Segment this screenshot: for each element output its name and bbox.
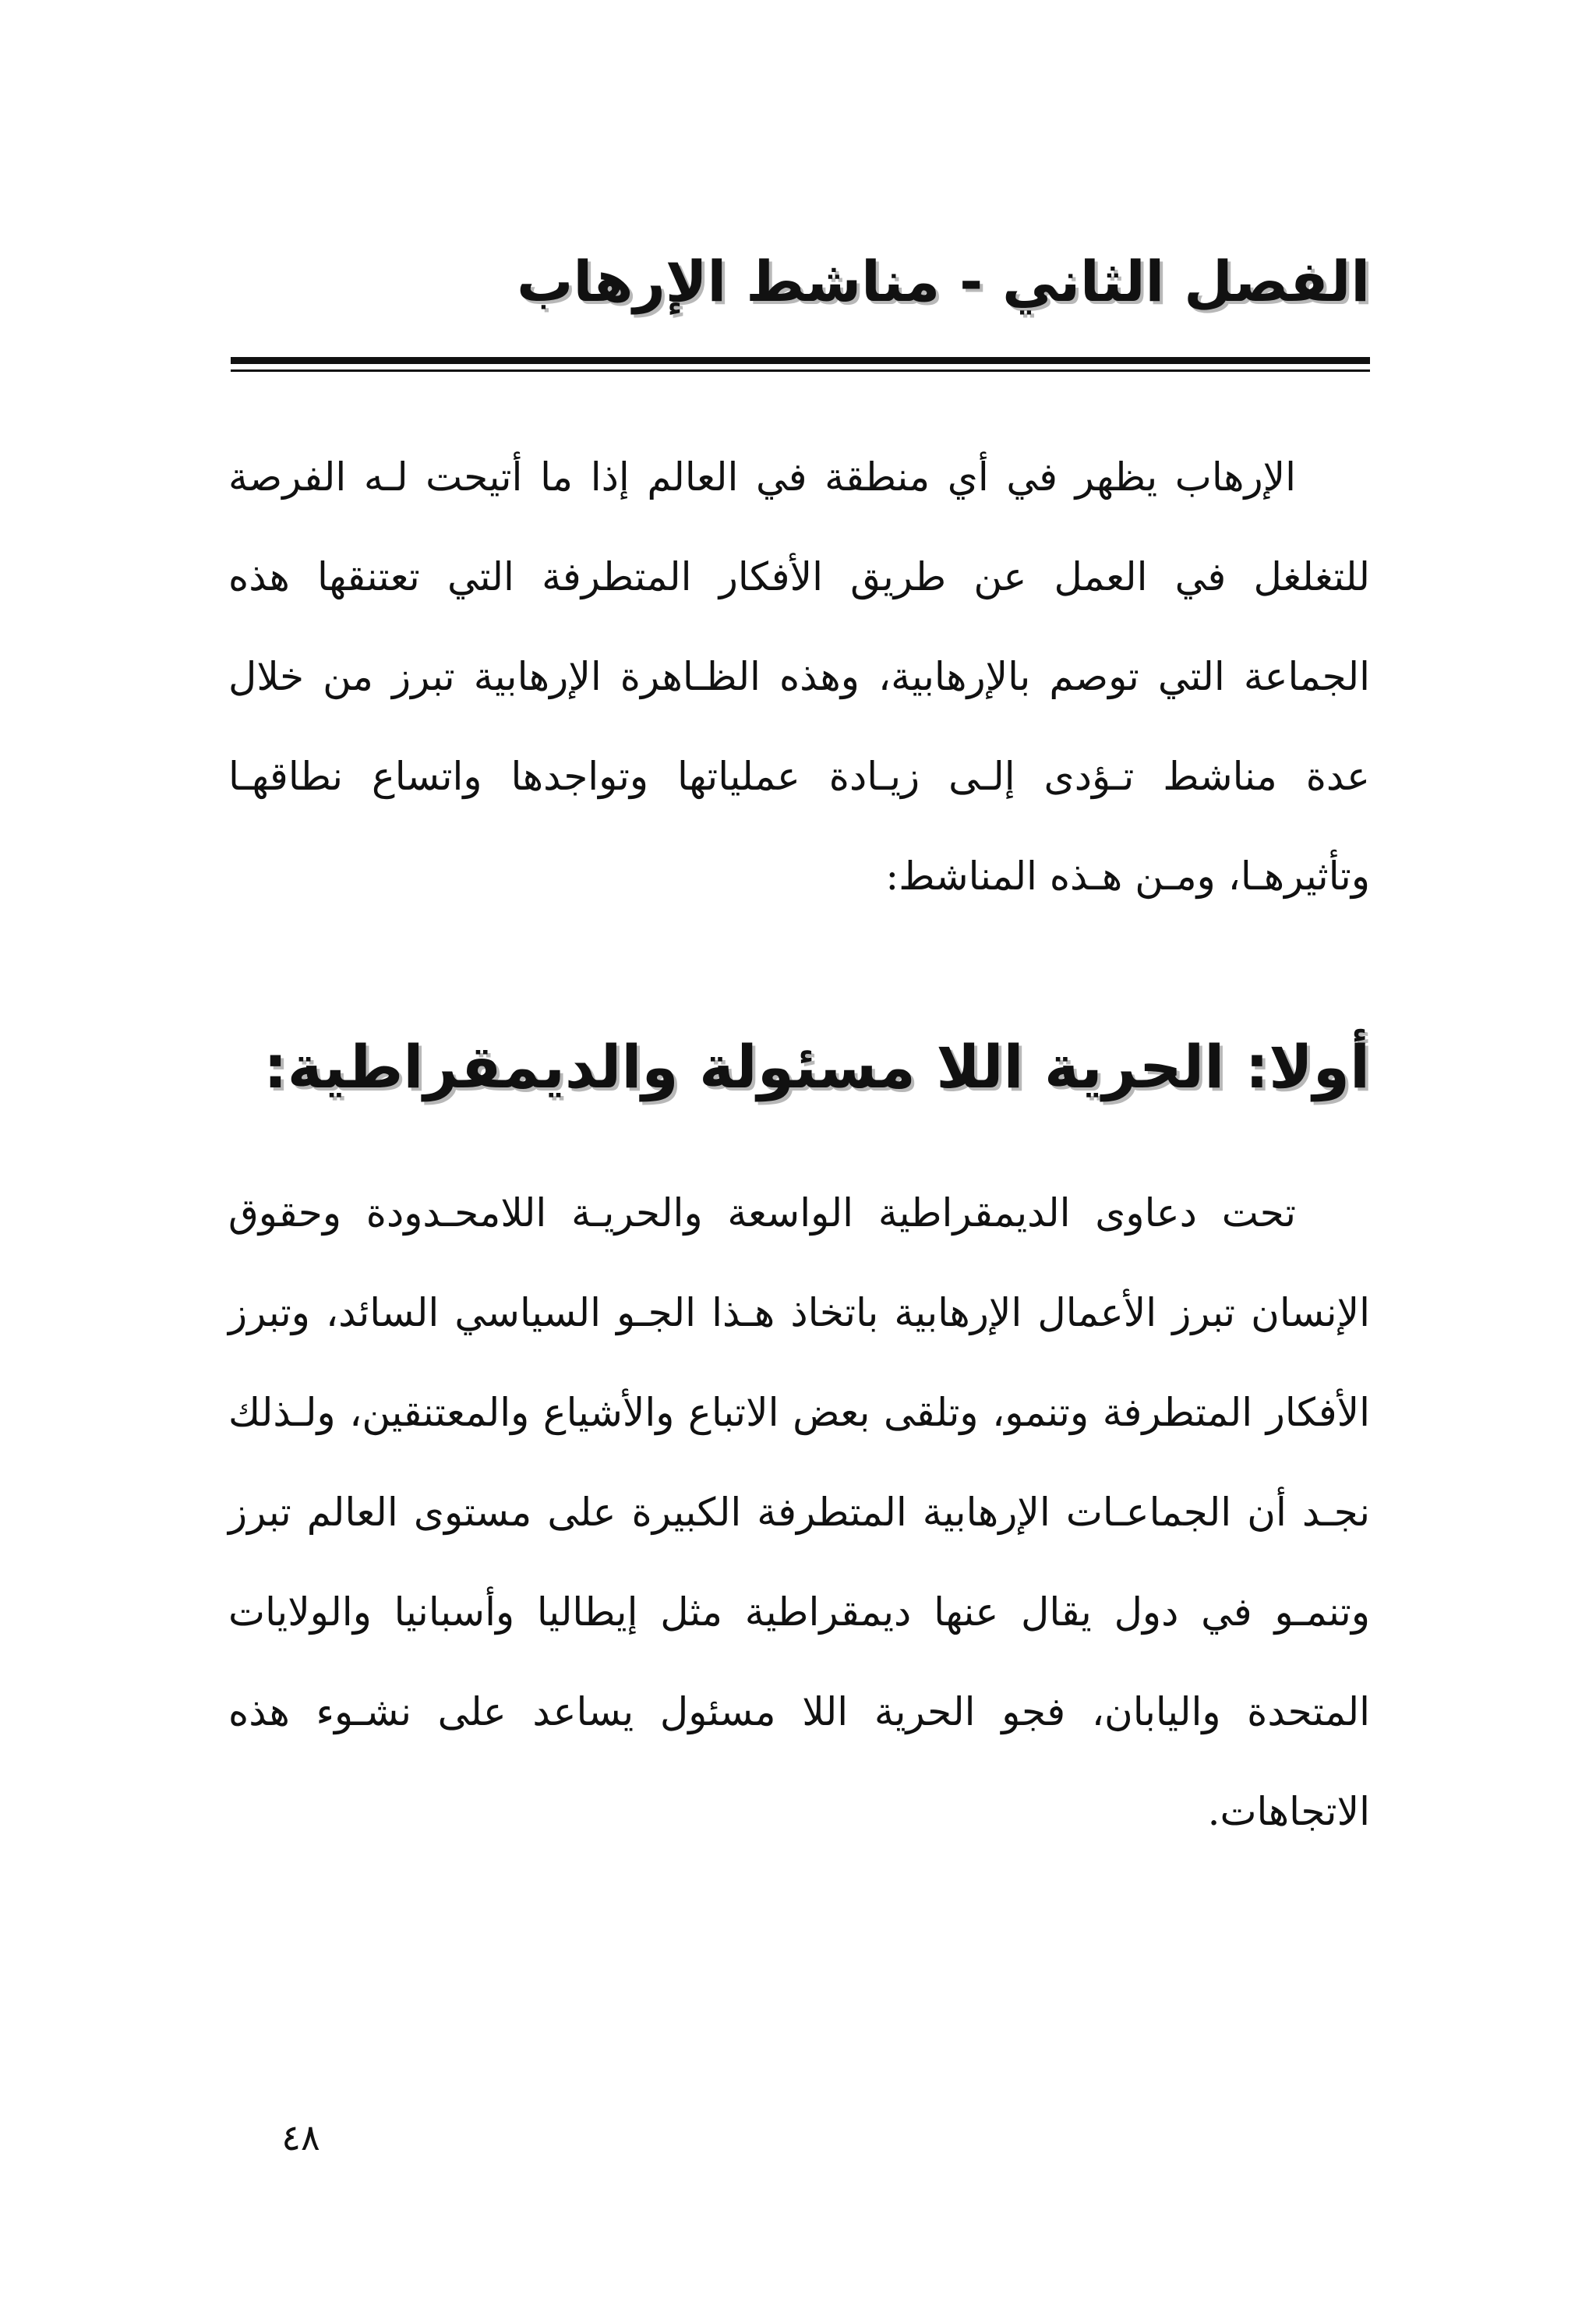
section-paragraph — [228, 1163, 1370, 1861]
header-divider-thin — [231, 369, 1370, 372]
page-number: ٤٨ — [281, 2116, 320, 2158]
section-heading: أولا: الحرية اللا مسئولة والديمقراطية: — [263, 1032, 1370, 1101]
header-divider-thick — [231, 357, 1370, 364]
intro-paragraph — [228, 427, 1370, 926]
chapter-header-title: الفصل الثاني - مناشط الإرهاب — [517, 249, 1370, 314]
intro-paragraph-text: الإرهاب يظهر في أي منطقة في العالم إذا ما أتيحت لـه الفرصة للتغلغل في العمل عن طريق الأفكار المتطرفة التي تعتنقها هذه الجماعة التي توصم بالإرهابية، وهذه الظـاهرة الإرهابية تبرز من خلال عدة مناشط تـؤدى إلـى زيـادة عملياتها وتواجدها واتساع نطاقهـا وتأثيرهـا، ومـن هـذه المناشط: — [228, 454, 1370, 899]
section-paragraph-text: تحت دعاوى الديمقراطية الواسعة والحريـة اللامحـدودة وحقوق الإنسان تبرز الأعمال الإرهابية باتخاذ هـذا الجـو السياسي السائد، وتبرز الأفكار المتطرفة وتنمو، وتلقى بعض الاتباع والأشياع والمعتنقين، ولـذلك نجـد أن الجماعـات الإرهابية المتطرفة الكبيرة على مستوى العالم تبرز وتنمـو في دول يقال عنها ديمقراطية مثل إيطاليا وأسبانيا والولايات المتحدة واليابان، فجو الحرية اللا مسئول يساعد على نشـوء هذه الاتجاهات. — [228, 1190, 1370, 1834]
